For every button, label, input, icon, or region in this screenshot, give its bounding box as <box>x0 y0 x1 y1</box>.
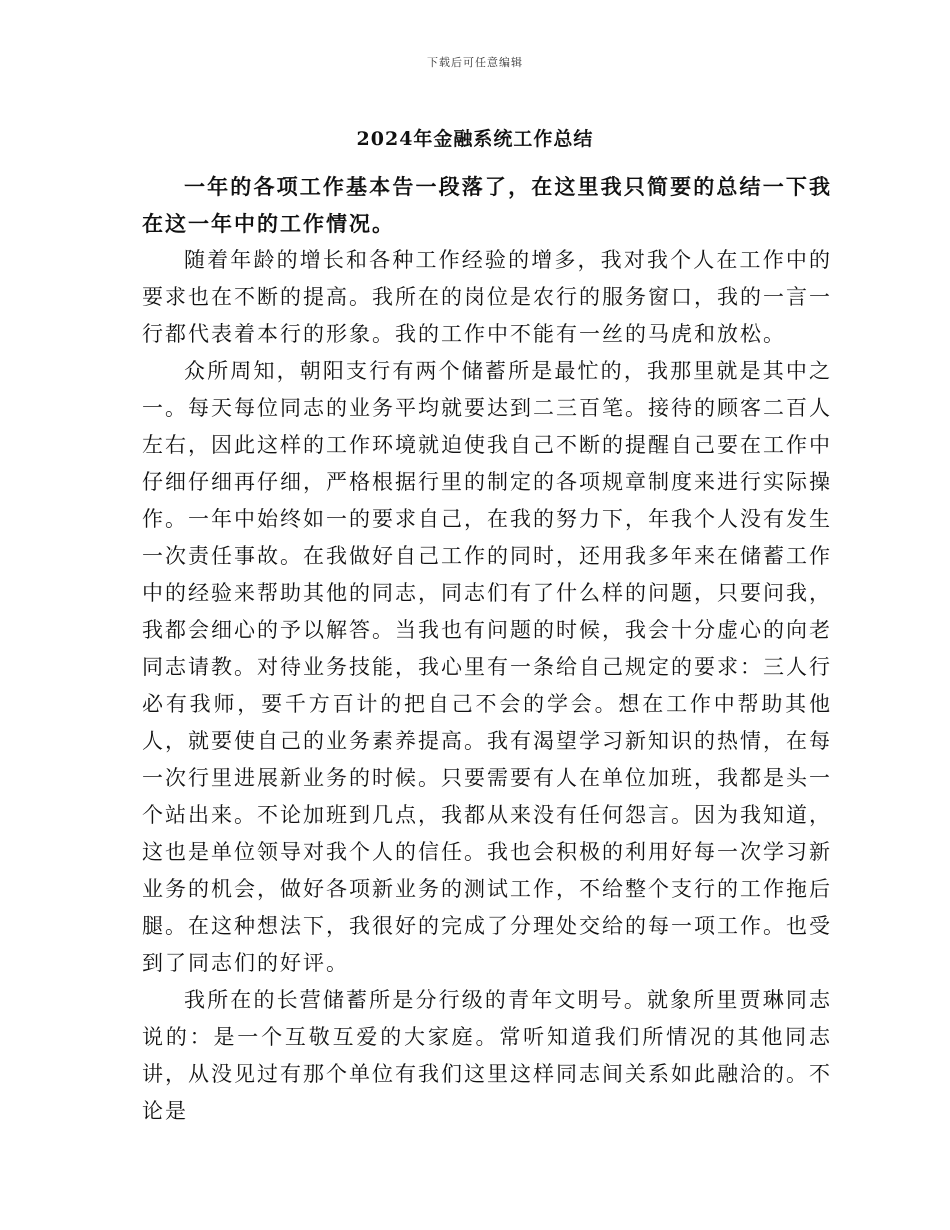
body-paragraph: 众所周知，朝阳支行有两个储蓄所是最忙的，我那里就是其中之一。每天每位同志的业务平均就要达到二三百笔。接待的顾客二百人左右，因此这样的工作环境就迫使我自己不断的提醒自己要在工作中仔细仔细再仔细，严格根据行里的制定的各项规章制度来进行实际操作。一年中始终如一的要求自己，在我的努力下，年我个人没有发生一次责任事故。在我做好自己工作的同时，还用我多年来在储蓄工作中的经验来帮助其他的同志，同志们有了什么样的问题，只要问我，我都会细心的予以解答。当我也有问题的时候，我会十分虚心的向老同志请教。对待业务技能，我心里有一条给自己规定的要求：三人行必有我师，要千方百计的把自己不会的学会。想在工作中帮助其他人，就要使自己的业务素养提高。我有渴望学习新知识的热情，在每一次行里进展新业务的时候。只要需要有人在单位加班，我都是头一个站出来。不论加班到几点，我都从来没有任何怨言。因为我知道，这也是单位领导对我个人的信任。我也会积极的利用好每一次学习新业务的机会，做好各项新业务的测试工作，不给整个支行的工作拖后腿。在这种想法下，我很好的完成了分理处交给的每一项工作。也受到了同志们的好评。 <box>142 359 832 975</box>
body-paragraph: 随着年龄的增长和各种工作经验的增多，我对我个人在工作中的要求也在不断的提高。我所在的岗位是农行的服务窗口，我的一言一行都代表着本行的形象。我的工作中不能有一丝的马虎和放松。 <box>142 248 832 346</box>
body-paragraph: 我所在的长营储蓄所是分行级的青年文明号。就象所里贾琳同志说的：是一个互敬互爱的大家庭。常听知道我们所情况的其他同志讲，从没见过有那个单位有我们这里这样同志间关系如此融洽的。不论是 <box>142 988 832 1123</box>
document-title: 2024年金融系统工作总结 <box>356 128 594 150</box>
header-note: 下载后可任意编辑 <box>427 56 523 69</box>
lead-paragraph: 一年的各项工作基本告一段落了，在这里我只简要的总结一下我在这一年中的工作情况。 <box>142 174 832 236</box>
document-body <box>142 168 832 1130</box>
